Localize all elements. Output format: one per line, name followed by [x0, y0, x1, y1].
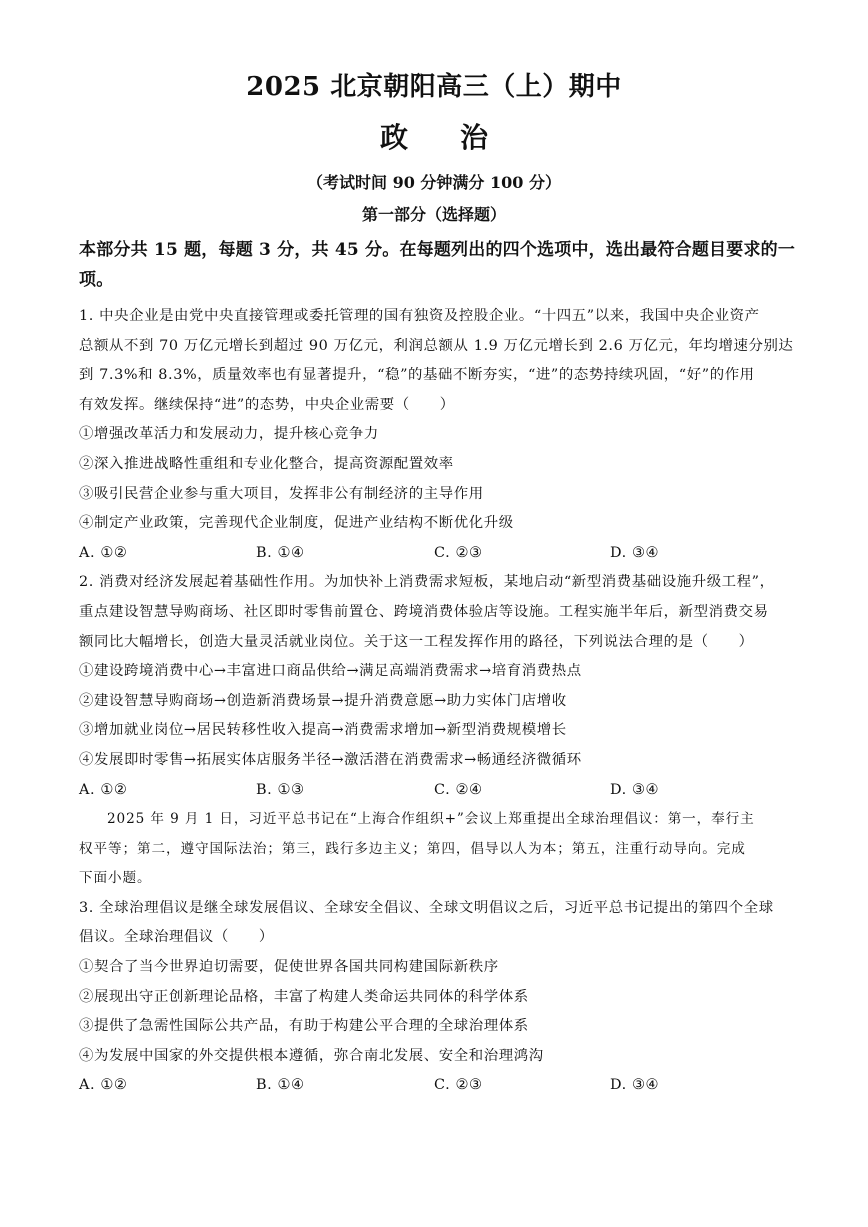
- question-stem-line: 2. 消费对经济发展起着基础性作用。为加快补上消费需求短板，某地启动“新型消费基础设施升级工程”，: [79, 574, 775, 591]
- material-line: 2025 年 9 月 1 日，习近平总书记在“上海合作组织+”会议上郑重提出全球治理倡议：第一，奉行主: [107, 811, 755, 828]
- statement-item: ②深入推进战略性重组和专业化整合，提高资源配置效率: [79, 455, 454, 472]
- question-stem-line: 有效发挥。继续保持“进”的态势，中央企业需要（ ）: [79, 396, 455, 413]
- exam-info: （考试时间 90 分钟满分 100 分）: [307, 173, 561, 192]
- questions-block: [79, 302, 799, 1101]
- option-a[interactable]: A. ①②: [79, 1077, 128, 1094]
- statement-item: ④为发展中国家的外交提供根本遵循，弥合南北发展、安全和治理鸿沟: [79, 1047, 544, 1064]
- statement-item: ①增强改革活力和发展动力，提升核心竞争力: [79, 426, 379, 443]
- statement-item: ①建设跨境消费中心→丰富进口商品供给→满足高端消费需求→培育消费热点: [79, 663, 582, 680]
- instruction-line: 本部分共 15 题，每题 3 分，共 45 分。在每题列出的四个选项中，选出最符合题目要求的一: [79, 240, 796, 260]
- instruction-line: 项。: [79, 269, 114, 290]
- question-stem-line: 3. 全球治理倡议是继全球发展倡议、全球安全倡议、全球文明倡议之后，习近平总书记提出的第四个全球: [79, 899, 774, 916]
- question-stem-line: 重点建设智慧导购商场、社区即时零售前置仓、跨境消费体验店等设施。工程实施半年后，新型消费交易: [79, 603, 769, 620]
- part-title: 第一部分（选择题）: [361, 205, 506, 224]
- statement-item: ③吸引民营企业参与重大项目，发挥非公有制经济的主导作用: [79, 485, 484, 502]
- question-stem-line: 额同比大幅增长，创造大量灵活就业岗位。关于这一工程发挥作用的路径，下列说法合理的是（ ）: [79, 633, 754, 650]
- statement-item: ④制定产业政策，完善现代企业制度，促进产业结构不断优化升级: [79, 515, 514, 532]
- option-c[interactable]: C. ②③: [434, 544, 483, 561]
- statement-item: ③提供了急需性国际公共产品，有助于构建公平合理的全球治理体系: [79, 1018, 529, 1035]
- answer-options: [79, 539, 799, 569]
- statement-item: ③增加就业岗位→居民转移性收入提高→消费需求增加→新型消费规模增长: [79, 722, 567, 739]
- option-d[interactable]: D. ③④: [610, 781, 659, 798]
- option-b[interactable]: B. ①④: [256, 544, 305, 561]
- question-stem-line: 总额从不到 70 万亿元增长到超过 90 万亿元，利润总额从 1.9 万亿元增长到 2.6 万亿元，年均增速分别达: [79, 337, 794, 354]
- statement-item: ④发展即时零售→拓展实体店服务半径→激活潜在消费需求→畅通经济微循环: [79, 751, 582, 768]
- question-2: [79, 568, 799, 805]
- option-a[interactable]: A. ①②: [79, 781, 128, 798]
- option-a[interactable]: A. ①②: [79, 544, 128, 561]
- subject-char-1: 政: [379, 121, 408, 154]
- question-3: [79, 894, 799, 1101]
- reading-material: [79, 805, 799, 894]
- subject-title: [0, 116, 868, 156]
- option-c[interactable]: C. ②④: [434, 781, 483, 798]
- option-d[interactable]: D. ③④: [610, 544, 659, 561]
- question-stem-line: 倡议。全球治理倡议（ ）: [79, 929, 274, 946]
- subject-char-2: 治: [460, 121, 489, 154]
- option-c[interactable]: C. ②③: [434, 1077, 483, 1094]
- statement-item: ②建设智慧导购商场→创造新消费场景→提升消费意愿→助力实体门店增收: [79, 692, 567, 709]
- section-instructions: [79, 234, 795, 293]
- option-b[interactable]: B. ①④: [256, 1077, 305, 1094]
- answer-options: [79, 1071, 799, 1101]
- option-d[interactable]: D. ③④: [610, 1077, 659, 1094]
- question-1: [79, 302, 799, 568]
- option-b[interactable]: B. ①③: [256, 781, 305, 798]
- answer-options: [79, 776, 799, 806]
- material-line: 下面小题。: [79, 870, 152, 887]
- question-stem-line: 到 7.3%和 8.3%，质量效率也有显著提升，“稳”的基础不断夯实，“进”的态势持续巩固，“好”的作用: [79, 367, 755, 384]
- statement-item: ②展现出守正创新理论品格，丰富了构建人类命运共同体的科学体系: [79, 988, 529, 1005]
- statement-item: ①契合了当今世界迫切需要，促使世界各国共同构建国际新秩序: [79, 959, 499, 976]
- exam-title: 2025 北京朝阳高三（上）期中: [246, 72, 622, 102]
- material-line: 权平等；第二，遵守国际法治；第三，践行多边主义；第四，倡导以人为本；第五，注重行动导向。完成: [79, 840, 746, 857]
- question-stem-line: 1. 中央企业是由党中央直接管理或委托管理的国有独资及控股企业。“十四五”以来，我国中央企业资产: [79, 308, 760, 324]
